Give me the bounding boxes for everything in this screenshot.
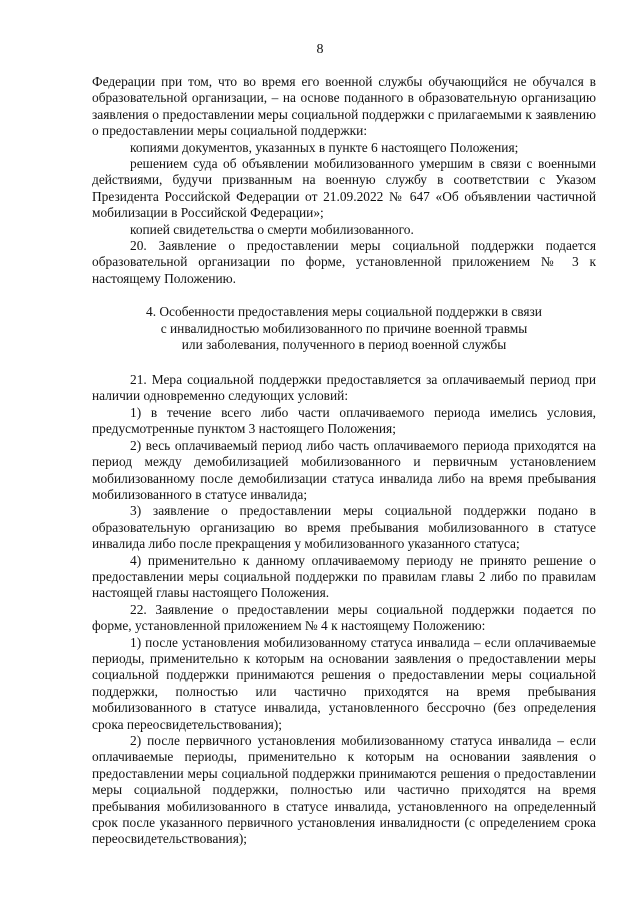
paragraph-clause-20: 20. Заявление о предоставлении меры социальной поддержки подается образовательной организации по форме, установленной приложением № 3 к настоящему Положению. [92, 238, 596, 286]
paragraph-condition-2: 2) весь оплачиваемый период либо часть оплачиваемого периода приходятся на период между демобилизацией мобилизованного и первичным установлением мобилизованному после демобилизации статуса инвалида либо на время пребывания мобилизованного в статусе инвалида; [92, 437, 596, 502]
paragraph-clause-21: 21. Мера социальной поддержки предоставляется за оплачиваемый период при наличии одновременно следующих условий: [92, 372, 596, 404]
section-heading [92, 304, 596, 354]
paragraph-clause-22: 22. Заявление о предоставлении меры социальной поддержки подается по форме, установленной приложением № 4 к настоящему Положению: [92, 601, 596, 634]
paragraph-continuation: Федерации при том, что во время его военной службы обучающийся не обучался в образовательной организации, – на основе поданного в образовательную организацию заявления о предоставлении меры социальной поддержки с прилагаемыми к заявлению о предоставлении меры социальной поддержки: [92, 74, 596, 139]
paragraph-list-item: решением суда об объявлении мобилизованного умершим в связи с военными действиями, будучи призванным на военную службу в соответствии с Указом Президента Российской Федерации от 21.09.2022 № 647 «Об объявлении частичной мобилизации в Российской Федерации»; [92, 156, 596, 221]
paragraph-list-item: копией свидетельства о смерти мобилизованного. [130, 221, 414, 237]
paragraph-subclause-1: 1) после установления мобилизованному статуса инвалида – если оплачиваемые периоды, применительно к которым на основании заявления о предоставлении меры социальной поддержки принимаются решения о предоставлении меры социальной поддержки, полностью или частично приходятся на время пребывания мобилизованного в статусе инвалида, установленного бессрочно (без определения срока переосвидетельствования); [92, 634, 596, 732]
section-heading-line: 4. Особенности предоставления меры социальной поддержки в связи [146, 304, 542, 320]
section-heading-line: или заболевания, полученного в период военной службы [181, 337, 507, 353]
paragraph-subclause-2: 2) после первичного установления мобилизованному статуса инвалида – если оплачиваемые периоды, применительно к которым на основании заявления о предоставлении меры социальной поддержки принимаются решения о предоставлении меры социальной поддержки, полностью или частично приходятся на время пребывания мобилизованного в статусе инвалида, установленного на определенный срок после указанного первичного установления инвалидности (с определением срока переосвидетельствования); [92, 733, 596, 847]
paragraph-condition-3: 3) заявление о предоставлении меры социальной поддержки подано в образовательную организацию во время пребывания мобилизованного в статусе инвалида либо после прекращения у мобилизованного указанного статуса; [92, 503, 596, 552]
paragraph-condition-1: 1) в течение всего либо части оплачиваемого периода имелись условия, предусмотренные пунктом 3 настоящего Положения; [92, 404, 596, 437]
paragraph-list-item: копиями документов, указанных в пункте 6 настоящего Положения; [130, 139, 519, 155]
paragraph-condition-4: 4) применительно к данному оплачиваемому периоду не принято решение о предоставлении меры социальной поддержки по правилам главы 2 либо по правилам настоящей главы настоящего Положения. [92, 552, 596, 601]
section-heading-line: с инвалидностью мобилизованного по причине военной травмы [160, 320, 528, 336]
page-number: 8 [316, 42, 324, 57]
document-body [92, 74, 596, 848]
